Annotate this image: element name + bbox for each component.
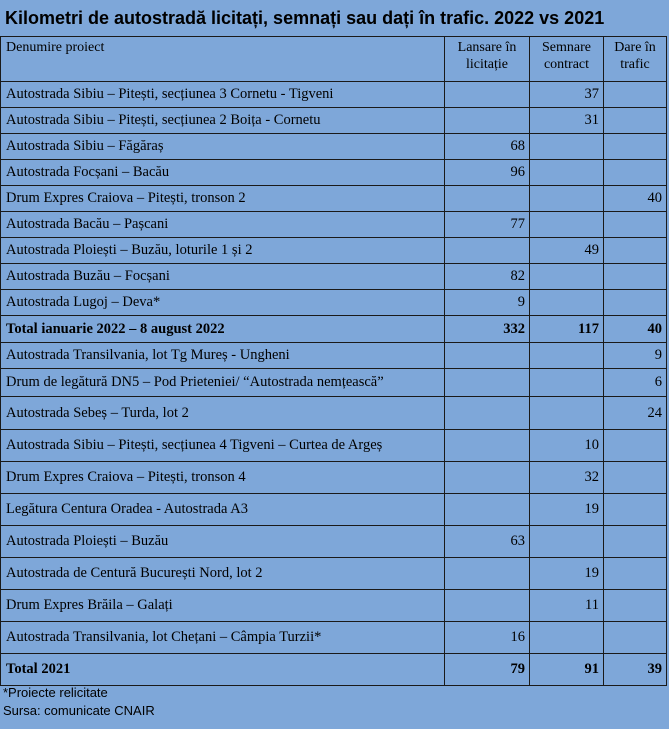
dare-cell: 40 xyxy=(604,316,667,343)
dare-cell xyxy=(604,290,667,316)
total-row xyxy=(1,654,667,686)
project-name-cell: Autostrada Sibiu – Pitești, secțiunea 4 Tigveni – Curtea de Argeș xyxy=(1,430,445,462)
lansare-cell xyxy=(445,343,530,369)
semnare-cell: 117 xyxy=(530,316,604,343)
table-row xyxy=(1,108,667,134)
lansare-cell xyxy=(445,186,530,212)
semnare-cell xyxy=(530,290,604,316)
total-row xyxy=(1,316,667,343)
table-row xyxy=(1,369,667,397)
project-name-cell: Autostrada Bacău – Pașcani xyxy=(1,212,445,238)
dare-cell xyxy=(604,264,667,290)
lansare-cell: 332 xyxy=(445,316,530,343)
dare-cell xyxy=(604,494,667,526)
lansare-cell xyxy=(445,108,530,134)
table-row xyxy=(1,590,667,622)
table-row xyxy=(1,397,667,430)
project-name-cell: Drum Expres Brăila – Galați xyxy=(1,590,445,622)
semnare-cell xyxy=(530,526,604,558)
semnare-cell xyxy=(530,212,604,238)
dare-cell: 40 xyxy=(604,186,667,212)
semnare-cell: 49 xyxy=(530,238,604,264)
source-note: Sursa: comunicate CNAIR xyxy=(3,703,155,718)
dare-cell: 9 xyxy=(604,343,667,369)
lansare-cell: 68 xyxy=(445,134,530,160)
footnote: *Proiecte relicitate xyxy=(3,685,108,700)
semnare-cell xyxy=(530,186,604,212)
project-name-cell: Autostrada Sebeș – Turda, lot 2 xyxy=(1,397,445,430)
project-name-cell: Drum de legătură DN5 – Pod Prieteniei/ “Autostrada nemțească” xyxy=(1,369,445,397)
semnare-cell: 19 xyxy=(530,494,604,526)
lansare-cell xyxy=(445,430,530,462)
dare-cell xyxy=(604,82,667,108)
project-name-cell: Autostrada Focșani – Bacău xyxy=(1,160,445,186)
lansare-cell: 63 xyxy=(445,526,530,558)
project-name-cell: Autostrada Transilvania, lot Tg Mureș - Ungheni xyxy=(1,343,445,369)
project-name-cell: Autostrada Sibiu – Pitești, secțiunea 3 Cornetu - Tigveni xyxy=(1,82,445,108)
semnare-cell xyxy=(530,343,604,369)
table-row xyxy=(1,238,667,264)
table-row xyxy=(1,160,667,186)
table-row xyxy=(1,622,667,654)
dare-cell: 39 xyxy=(604,654,667,686)
lansare-cell: 9 xyxy=(445,290,530,316)
lansare-cell xyxy=(445,494,530,526)
semnare-cell xyxy=(530,397,604,430)
lansare-cell xyxy=(445,397,530,430)
column-header-lansare: Lansare în licitație xyxy=(445,37,530,82)
semnare-cell xyxy=(530,134,604,160)
lansare-cell xyxy=(445,369,530,397)
project-name-cell: Autostrada de Centură București Nord, lot 2 xyxy=(1,558,445,590)
semnare-cell: 37 xyxy=(530,82,604,108)
project-name-cell: Autostrada Ploiești – Buzău, loturile 1 și 2 xyxy=(1,238,445,264)
project-name-cell: Autostrada Buzău – Focșani xyxy=(1,264,445,290)
projects-table xyxy=(0,36,667,686)
dare-cell xyxy=(604,526,667,558)
table-header-row xyxy=(1,37,667,82)
semnare-cell: 19 xyxy=(530,558,604,590)
dare-cell xyxy=(604,558,667,590)
table-row xyxy=(1,558,667,590)
semnare-cell: 11 xyxy=(530,590,604,622)
dare-cell xyxy=(604,622,667,654)
lansare-cell xyxy=(445,238,530,264)
project-name-cell: Autostrada Sibiu – Pitești, secțiunea 2 Boița - Cornetu xyxy=(1,108,445,134)
table-row xyxy=(1,264,667,290)
dare-cell xyxy=(604,238,667,264)
semnare-cell xyxy=(530,369,604,397)
lansare-cell: 79 xyxy=(445,654,530,686)
project-name-cell: Autostrada Ploiești – Buzău xyxy=(1,526,445,558)
table-row xyxy=(1,462,667,494)
project-name-cell: Legătura Centura Oradea - Autostrada A3 xyxy=(1,494,445,526)
project-name-cell: Total 2021 xyxy=(1,654,445,686)
semnare-cell: 91 xyxy=(530,654,604,686)
table-row xyxy=(1,290,667,316)
semnare-cell: 31 xyxy=(530,108,604,134)
column-header-semnare: Semnare contract xyxy=(530,37,604,82)
project-name-cell: Autostrada Transilvania, lot Chețani – Câmpia Turzii* xyxy=(1,622,445,654)
dare-cell xyxy=(604,462,667,494)
table-row xyxy=(1,494,667,526)
dare-cell xyxy=(604,430,667,462)
dare-cell xyxy=(604,160,667,186)
lansare-cell xyxy=(445,558,530,590)
semnare-cell: 10 xyxy=(530,430,604,462)
table-row xyxy=(1,82,667,108)
lansare-cell xyxy=(445,462,530,494)
project-name-cell: Drum Expres Craiova – Pitești, tronson 4 xyxy=(1,462,445,494)
footer xyxy=(0,684,669,720)
lansare-cell: 96 xyxy=(445,160,530,186)
lansare-cell xyxy=(445,590,530,622)
dare-cell xyxy=(604,590,667,622)
page-title: Kilometri de autostradă licitați, semnați sau dați în trafic. 2022 vs 2021 xyxy=(5,8,605,28)
semnare-cell: 32 xyxy=(530,462,604,494)
dare-cell xyxy=(604,212,667,238)
table-row xyxy=(1,134,667,160)
dare-cell: 24 xyxy=(604,397,667,430)
table-row xyxy=(1,526,667,558)
project-name-cell: Autostrada Lugoj – Deva* xyxy=(1,290,445,316)
column-header-name: Denumire proiect xyxy=(1,37,445,82)
table-body xyxy=(1,82,667,686)
dare-cell xyxy=(604,134,667,160)
lansare-cell: 82 xyxy=(445,264,530,290)
table-row xyxy=(1,343,667,369)
table-row xyxy=(1,212,667,238)
table-row xyxy=(1,186,667,212)
semnare-cell xyxy=(530,264,604,290)
lansare-cell: 16 xyxy=(445,622,530,654)
column-header-dare: Dare în trafic xyxy=(604,37,667,82)
project-name-cell: Total ianuarie 2022 – 8 august 2022 xyxy=(1,316,445,343)
semnare-cell xyxy=(530,622,604,654)
lansare-cell xyxy=(445,82,530,108)
semnare-cell xyxy=(530,160,604,186)
project-name-cell: Drum Expres Craiova – Pitești, tronson 2 xyxy=(1,186,445,212)
dare-cell: 6 xyxy=(604,369,667,397)
project-name-cell: Autostrada Sibiu – Făgăraș xyxy=(1,134,445,160)
lansare-cell: 77 xyxy=(445,212,530,238)
dare-cell xyxy=(604,108,667,134)
table-row xyxy=(1,430,667,462)
